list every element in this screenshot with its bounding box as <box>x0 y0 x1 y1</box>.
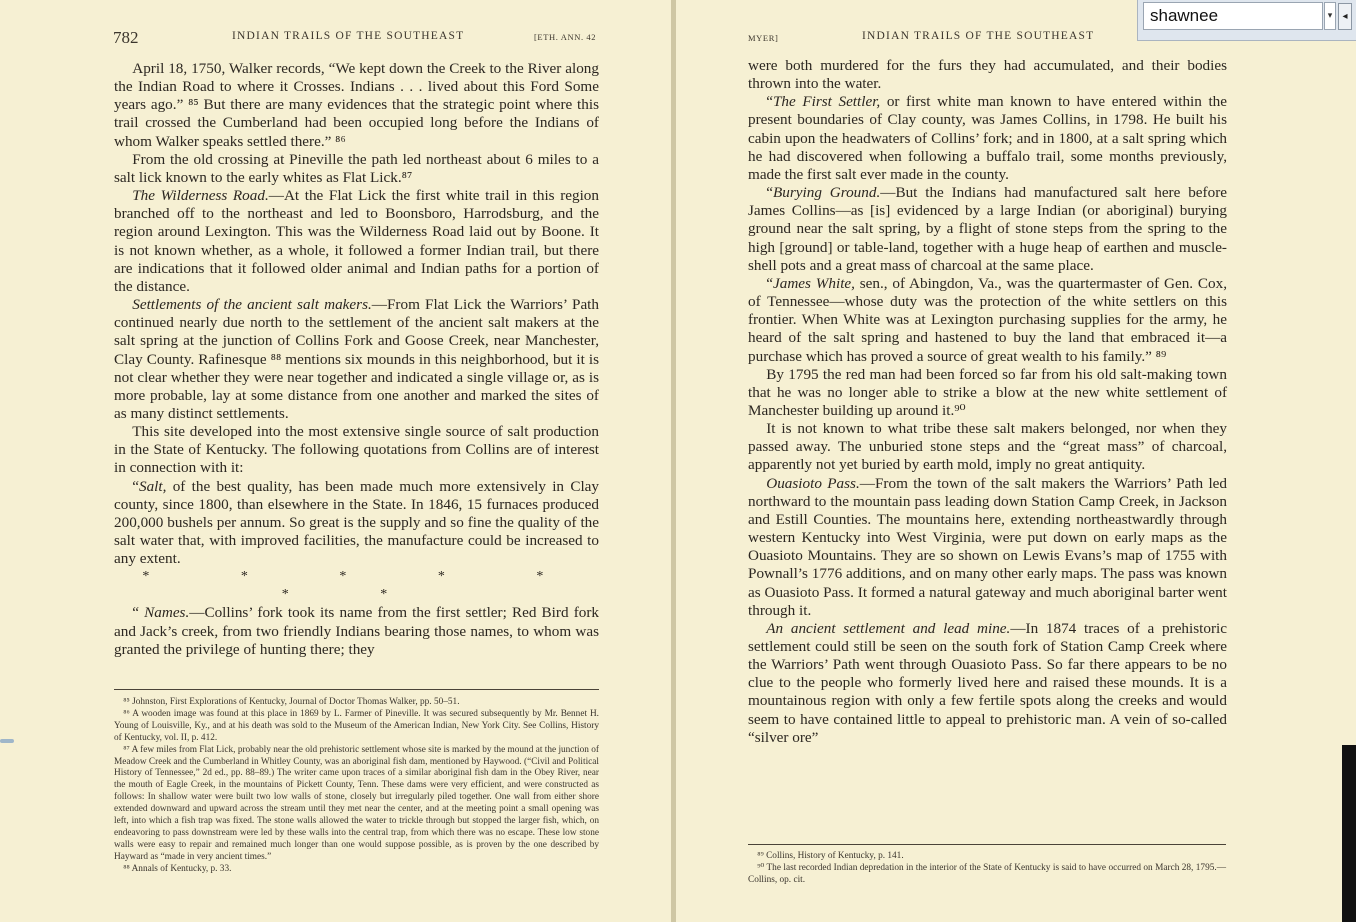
paragraph-text: or first white man known to have entered within the present boundaries of Clay county, was James Collins, in 1798. He built his cabin upon the headwaters of Collins’ fork; and in 1800, at a salt spring which he had discovered when following a buffalo trail, some months previously, made the first salt ever made in the county. <box>748 93 1227 183</box>
right-footnotes <box>748 851 1226 887</box>
find-toolbar <box>1137 0 1356 41</box>
paragraph <box>114 478 599 569</box>
paragraph-heading: Settlements of the ancient salt makers. <box>132 296 372 314</box>
footnote: ⁹⁰ The last recorded Indian depredation in the interior of the State of Kentucky is said to have occurred on March 28, 1795.—Collins, op. cit. <box>748 862 1226 885</box>
paragraph-text: It is not known to what tribe these salt makers belonged, nor when they passed away. The unburied stone steps and the “great mass” of charcoal, apparently not yet buried by earth mold, imply no great antiquity. <box>748 420 1227 474</box>
find-previous-button[interactable]: ◂ <box>1338 3 1352 30</box>
quote-mark: “ <box>766 93 773 111</box>
paragraph <box>748 184 1227 275</box>
paragraph <box>114 60 599 151</box>
paragraph <box>114 151 599 187</box>
paragraph <box>114 187 599 296</box>
paragraph-text: were both murdered for the furs they had accumulated, and their bodies thrown into the water. <box>748 57 1227 93</box>
paragraph-heading: An ancient settlement and lead mine. <box>766 619 1011 637</box>
right-edge-shadow <box>1342 745 1356 922</box>
paragraph <box>748 57 1227 93</box>
paragraph-text: sen., of Abingdon, Va., was the quartermaster of Gen. Cox, of Tennessee—whose duty was the protection of the white settlers on this frontier. When White was at Lexington purchasing supplies for the army, he heard of the salt spring and hastened to buy the land that embraced it—a purchase which has proved a source of great wealth to his family.” ⁸⁹ <box>748 274 1227 365</box>
quote-mark: “ <box>766 274 773 292</box>
footnote-rule <box>114 689 599 690</box>
footnote: ⁸⁸ Annals of Kentucky, p. 33. <box>123 863 232 874</box>
paragraph-heading: Ouasioto Pass. <box>766 474 860 492</box>
left-body-text <box>114 60 599 659</box>
paragraph-text: —But the Indians had manufactured salt here before James Collins—as [is] evidenced by a large Indian (or aboriginal) burying ground near the salt spring, by a flight of stone steps from the spring to the high [ground] or table-land, together with a huge heap of earthen and muscle-shell pots and a great mass of charcoal at the same place. <box>748 184 1227 274</box>
paragraph <box>114 604 599 658</box>
quote-mark: “ <box>766 184 773 202</box>
paragraph <box>748 620 1227 747</box>
paragraph-heading: The Wilderness Road. <box>132 187 269 205</box>
footnote: ⁸⁶ A wooden image was found at this place in 1869 by L. Farmer of Pineville. It was secured subsequently by Mr. Bennet H. Young of Louisville, Ky., and at his death was sold to the Museum of the American Indian, New York City. See Collins, History of Kentucky, vol. II, p. 412. <box>114 708 599 743</box>
paragraph-heading: Salt, <box>138 477 167 495</box>
right-body-text <box>748 57 1227 747</box>
paragraph <box>748 420 1227 474</box>
report-tag: [ETH. ANN. 42 <box>534 32 597 42</box>
paragraph <box>114 296 599 423</box>
paragraph <box>114 423 599 477</box>
paragraph-text: —Collins’ fork took its name from the first settler; Red Bird fork and Jack’s creek, from two friendly Indians bearing those names, to whom was granted the privilege of hunting there; they <box>114 604 599 658</box>
paragraph-heading: Names. <box>144 604 190 622</box>
search-input[interactable] <box>1143 2 1323 30</box>
paragraph <box>748 366 1227 420</box>
paragraph-text: —From Flat Lick the Warriors’ Path continued nearly due north to the settlement of the ancient salt makers at the salt spring at the junction of Collins Fork and Goose Creek, near Manchester, Clay County. Rafinesque ⁸⁸ mentions six mounds in this neighborhood, but it is not clear whether they were near together and indicated a single village or, as is more probable, lay at some distance from one another and marked the sites of as many distinct settlements. <box>114 296 599 422</box>
left-footnotes <box>114 697 599 876</box>
footnote: ⁸⁷ A few miles from Flat Lick, probably near the old prehistoric settlement whose site is marked by the mound at the junction of Meadow Creek and the Cumberland in Whitley County, was an aboriginal fish dam, mentioned by Haywood. (“Civil and Political History of Tennessee,” 2d ed., pp. 88–89.) The writer came upon traces of a similar aboriginal fish dam in the Obey River, near the mouth of Eagle Creek, in the mountains of Pickett County, Tenn. These dams were very efficient, and were constructed as follows: In shallow water were built two low walls of stone, closely but irregularly piled together. One wall from either shore extended downward and upward across the stream until they met near the center, and at the meeting point a small opening was left, into which a fish trap was fixed. The stone walls allowed the water to trickle through but stopped the larger fish, which, on endeavoring to pass downstream were led by these walls into the central trap, from which there was no escape. These low stone walls were easy to repair and remained much longer than one would suppose possible, as is proven by the one described by Hayward as “made in very ancient times.” <box>114 744 599 862</box>
paragraph-heading: The First Settler, <box>772 93 881 111</box>
paragraph-text: —At the Flat Lick the first white trail in this region branched off to the northeast and led to Boonsboro, Harrodsburg, and the region around Lexington. This was the Wilderness Road laid out by Boone. It is not known whether, as a whole, it followed a former Indian trail, but there are indications that it followed older animal and Indian paths for a portion of the distance. <box>114 187 599 295</box>
paragraph-text: —From the town of the salt makers the Warriors’ Path led northward to the mountain pass leading down Station Camp Creek, in Jackson and Estill Counties. The mountains here, extending northeastwardly through western Kentucky into West Virginia, were put down on early maps as the Ouasioto Mountains. They are so shown on Lewis Evans’s map of 1755 with Pownall’s 1776 additions, and on many other early maps. The pass was known as Ouasioto Pass. It formed a natural gateway and much aboriginal barter went through it. <box>748 474 1228 619</box>
running-head: INDIAN TRAILS OF THE SOUTHEAST <box>232 30 465 42</box>
paragraph-text: This site developed into the most extensive single source of salt production in the State of Kentucky. The following quotations from Collins are of interest in connection with it: <box>114 423 599 477</box>
paragraph-text: By 1795 the red man had been forced so far from his old salt-making town that he was no longer able to strike a blow at the new white settlement of Manchester building up around it.⁹⁰ <box>748 365 1227 419</box>
left-page <box>0 0 671 922</box>
paragraph <box>748 275 1227 366</box>
paragraph-text: —In 1874 traces of a prehistoric settlement could still be seen on the south fork of Station Camp Creek where the Warriors’ Path went through Ouasioto Pass. So far there appears to be no clue to the people who formerly lived here and raised these mounds. It is a mountainous region with only a few fertile spots along the creeks and would seem to have contained little to appeal to prehistoric man. A vein of so-called “silver ore” <box>748 619 1227 746</box>
paragraph-heading: James White, <box>772 274 855 292</box>
right-page <box>676 0 1356 922</box>
footnote: ⁸⁹ Collins, History of Kentucky, p. 141. <box>757 851 904 861</box>
footnote: ⁸⁵ Johnston, First Explorations of Kentucky, Journal of Doctor Thomas Walker, pp. 50–51. <box>123 697 460 707</box>
paragraph <box>748 93 1227 184</box>
paragraph-text: April 18, 1750, Walker records, “We kept down the Creek to the River along the Indian Road to where it Crosses. Indians . . . lived about this Ford Some years ago.” ⁸⁵ But there are many evidences that the strategic point where this trail crossed the Cumberland had been occupied long before the Indians of whom Walker speaks settled there.” ⁸⁶ <box>114 60 599 150</box>
scroll-marker <box>0 739 14 743</box>
paragraph <box>748 475 1227 620</box>
paragraph-text: From the old crossing at Pineville the path led northeast about 6 miles to a salt lick known to the early whites as Flat Lick.⁸⁷ <box>114 150 599 186</box>
paragraph-heading: Burying Ground. <box>772 184 881 202</box>
quote-mark: “ <box>132 604 145 622</box>
author-tag: MYER] <box>748 33 779 43</box>
page-number: 782 <box>113 28 139 47</box>
ellipsis-stars: * * * * * * * <box>142 569 588 603</box>
paragraph-text: of the best quality, has been made much more extensively in Clay county, since 1800, than elsewhere in the State. In 1846, 15 furnaces produced 200,000 bushels per annum. So great is the supply and so fine the quality of the salt water that, with improved facilities, the manufacture could be increased to any extent. <box>114 477 599 568</box>
search-dropdown-icon[interactable]: ▾ <box>1324 2 1336 30</box>
footnote-rule <box>748 844 1226 845</box>
quote-mark: “ <box>132 477 139 495</box>
running-head: INDIAN TRAILS OF THE SOUTHEAST <box>862 30 1095 42</box>
